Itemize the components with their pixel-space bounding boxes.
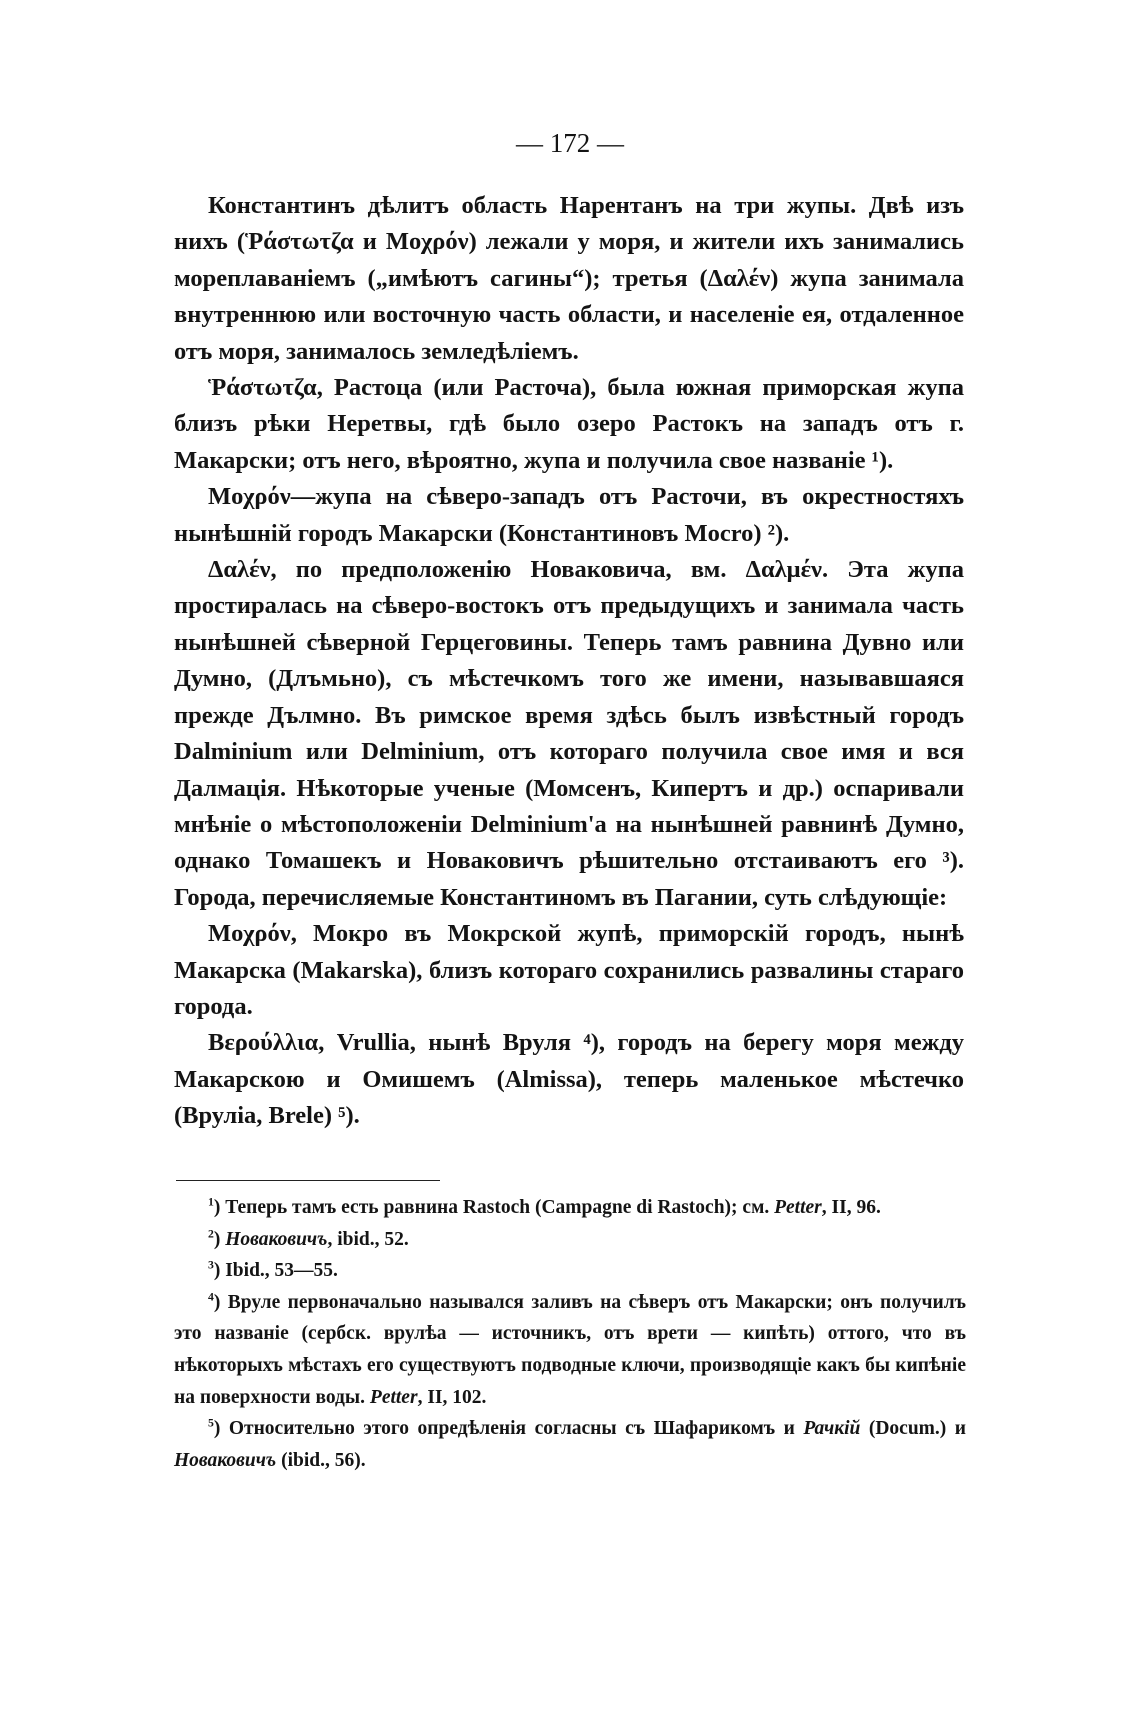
footnote-reference: Новаковичъ — [174, 1449, 277, 1471]
paragraph: Константинъ дѣлитъ область Нарентанъ на три жупы. Двѣ изъ нихъ (Ῥάστωτζα и Μοχρόν) лежали у моря, и жители ихъ занимались мореплаваніемъ („имѣютъ сагины“); третья (Δαλέν) жупа занимала внутреннюю или восточную часть области, и населеніе ея, отдаленное отъ моря, занималось земледѣліемъ. — [174, 192, 964, 365]
footnote-text: , ibid., 52. — [327, 1228, 409, 1250]
paragraph: Μοχρόν, Мокро въ Мокрской жупѣ, приморскій городъ, нынѣ Макарска (Makarska), близъ котораго сохранились развалины стараго города. — [174, 920, 964, 1020]
footnote-number: 5 — [208, 1416, 214, 1430]
paragraph: Βερούλλια, Vrullia, нынѣ Вруля ⁴), городъ на берегу моря между Макарскою и Омишемъ (Almissa), теперь маленькое мѣстечко (Вруліа, Brele) ⁵). — [174, 1029, 964, 1130]
footnote: $^3$) Ibid., 53—55. — [208, 1258, 338, 1282]
footnote-number: 3 — [208, 1258, 214, 1272]
footnote-reference: Petter — [774, 1197, 822, 1218]
page-number: — 172 — — [516, 128, 624, 158]
footnote-text: (Docum.) и — [860, 1418, 966, 1440]
footnote-reference: Новаковичъ — [225, 1228, 328, 1250]
footnote: $^4$) Вруле первоначально назывался заливъ на сѣверъ отъ Макарски; онъ получилъ это названіе (сербск. врулѣа — источникъ, отъ врети — кипѣть) оттого, что въ нѣкоторыхъ мѣстахъ его существуютъ подводные ключи, производящіе какъ бы кипѣніе на поверхности воды. Petter, II, 102. — [174, 1290, 966, 1408]
footnote-reference: Petter — [369, 1386, 418, 1408]
paragraph: Μοχρόν—жупа на сѣверо-западъ отъ Расточи, въ окрестностяхъ нынѣшній городъ Макарски (Константиновъ Mocro) ²). — [174, 483, 964, 547]
footnote-text: Теперь тамъ есть равнина Rastoch (Campagne di Rastoch); см. — [225, 1197, 775, 1218]
footnote-number: 1 — [208, 1195, 214, 1209]
paragraph: Δαλέν, по предположенію Новаковича, вм. Δαλμέν. Эта жупа простиралась на сѣверо-востокъ отъ предыдущихъ и занимала часть нынѣшней сѣверной Герцеговины. Теперь тамъ равнина Дувно или Думно, (Длъмьно), съ мѣстечкомъ того же имени, называвшаяся прежде Дълмно. Въ римское время здѣсь былъ извѣстный городъ Dalminium или Delminium, отъ котораго получила свое имя и вся Далмація. Нѣкоторые ученые (Момсенъ, Кипертъ и др.) оспаривали мнѣніе о мѣстоположеніи Delminium'а на нынѣшней равнинѣ Думно, однако Томашекъ и Новаковичъ рѣшительно отстаиваютъ его ³). Города, перечисляемые Константиномъ въ Пагании, суть слѣдующіе: — [174, 556, 964, 911]
paragraph: Ῥάστωτζα, Растоца (или Расточа), была южная приморская жупа близъ рѣки Неретвы, гдѣ было озеро Растокъ на западъ отъ г. Макарски; отъ него, вѣроятно, жупа и получила свое названіе ¹). — [174, 374, 964, 474]
footnote-reference: Рачкій — [803, 1418, 861, 1440]
footnote-text: , II, 102. — [417, 1386, 487, 1408]
footnote-text: Вруле первоначально назывался заливъ на сѣверъ отъ Макарски; онъ получилъ это названіе (сербск. врулѣа — источникъ, отъ врети — кипѣть) оттого, что въ нѣкоторыхъ мѣстахъ его существуютъ подводные ключи, производящіе какъ бы кипѣніе на поверхности воды. — [174, 1291, 966, 1408]
main-text — [174, 188, 964, 1135]
footnote-number: 2 — [208, 1227, 214, 1240]
footnote-text: Ibid., 53—55. — [225, 1260, 338, 1282]
footnote: $^2$) Новаковичъ, ibid., 52. — [208, 1227, 409, 1250]
footnote: $^1$) Теперь тамъ есть равнина Rastoch (Campagne di Rastoch); см. Petter, II, 96. — [208, 1195, 881, 1218]
footnote-text: (ibid., 56). — [276, 1449, 366, 1471]
footnote-divider — [176, 1180, 440, 1181]
footnotes — [174, 1192, 966, 1476]
footnote-text: Относительно этого опредѣленія согласны съ Шафарикомъ и — [228, 1418, 804, 1440]
footnote-text: , II, 96. — [821, 1197, 881, 1218]
footnote-number: 4 — [208, 1290, 214, 1304]
footnote: $^5$) Относительно этого опредѣленія согласны съ Шафарикомъ и Рачкій (Docum.) и Новаковичъ (ibid., 56). — [174, 1416, 966, 1471]
